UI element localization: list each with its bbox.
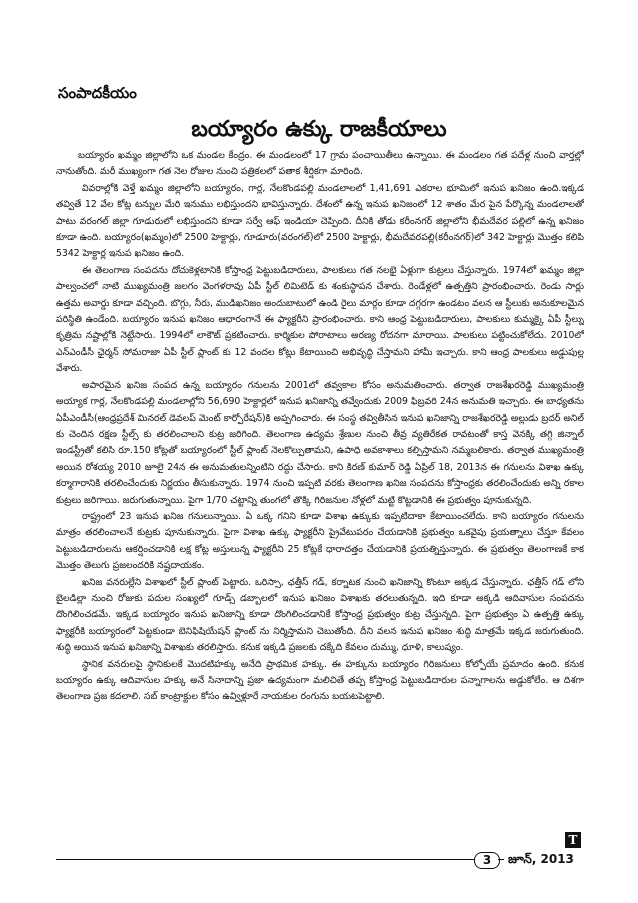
article-body	[56, 148, 584, 838]
article-paragraph: ఖనిజ వనరుల్లేని విశాఖలో స్టీల్ ప్లాంట్ పెట్టారు. ఒరిస్సా, ఛత్తీస్ గడ్, కర్నాటక నుంచి ఖనిజాన్ని కొంటూ అక్కడ చేస్తున్నారు. ఛత్తీస్ గడ్ లోని బైలడిల్లా నుంచి రోజుకు పదుల సంఖ్యలో గూడ్స్ డబ్బాలలో ఇనుప ఖనిజం విశాఖకు తరలుతున్నది. ఇది కూడా అక్కడి ఆదివాసుల సంపదను దొంగిలించడమే. ఇక్కడ బయ్యారం ఇనుప ఖనిజాన్ని కూడా దొంగిలించడానికే కోస్తాంధ్ర ప్రభుత్వం కుట్ర చేస్తున్నది. పైగా ప్రభుత్వం ఏ ఉత్పత్తి ఉక్కు ఫ్యాక్టరీకి బయ్యారంలో పెట్టకుండా బెనిఫిషియేషన్ ప్లాంట్ ను నిర్మిస్తామని చెబుతోంది. దీని వలన ఇనుప ఖనిజం శుద్ధి మాత్రమే ఇక్కడ జరుగుతుంది. శుద్ధి అయిన ఇనుప ఖనిజాన్ని విశాఖకు తరలిస్తారు. కనుక ఇక్కడి ప్రజలకు దక్కేది కేవలం దుమ్ము, ధూళి, కాలుష్యం.	[56, 576, 584, 654]
article-paragraph: అపారమైన ఖనిజ సంపద ఉన్న బయ్యారం గనులను 2001లో తవ్వకాల కోసం అనుమతించారు. తర్వాత రాజశేఖరరెడ్డి ముఖ్యమంత్రి అయ్యాక గార్ల, నేలకొండపల్లి మండలాల్లోని 56,690 హెక్టార్లలో ఇనుప ఖనిజాన్ని తవ్వేందుకు 2009 ఫిబ్రవరి 24న అనుమతి ఇచ్చారు. ఈ బాధ్యతను ఏపీఎండీసీ(ఆంధ్రప్రదేశ్ మినరల్ డెవలప్ మెంట్ కార్పోరేషన్)కి అప్పగించారు. ఈ సంస్థ తవ్వితీసిన ఇనుప ఖనిజాన్ని రాజశేఖరరెడ్డి అల్లుడు బ్రదర్ అనిల్ కు చెందిన రక్షణ స్టీల్స్ కు తరలించాలని కుట్ర జరిగింది. తెలంగాణ ఉద్యమ శ్రేణుల నుంచి తీవ్ర వ్యతిరేకత రావటంతో కాస్త వెనక్కి తగ్గి జిన్నాల్ ఇండస్ట్రీతో కలిసి రూ.150 కోట్లతో బయ్యారంలో స్టీల్ ప్లాంట్ నెలకొల్పుతామని, ఉపాధి అవకాశాలు కల్పిస్తామని నమ్మబలికారు. తర్వాత ముఖ్యమంత్రి అయిన రోశయ్య 2010 జూలై 24న ఈ అనుమతులన్నింటిని రద్దు చేసారు. కాని కిరణ్ కుమార్ రెడ్డి ఏప్రిల్ 18, 2013న ఈ గనులను విశాఖ ఉక్కు కర్మాగారానికి తరలించేందుకు నిర్ణయం తీసుకున్నారు. 1974 నుంచి ఇప్పటి వరకు తెలంగాణ ఖనిజ సంపదను కోస్తాంధ్రకు తరలించేందుకు అన్ని రకాల కుట్రలు జరిగాయి. జరుగుతున్నాయి. పైగా 1/70 చట్టాన్ని తుంగలో తొక్కి గిరిజనుల నోళ్లలో మట్టి కొట్టడానికి ఈ ప్రభుత్వం పూనుకున్నది.	[56, 379, 584, 506]
article-title: బయ్యారం ఉక్కు రాజకీయాలు	[191, 117, 447, 142]
article-paragraph: బయ్యారం ఖమ్మం జిల్లాలోని ఒక మండల కేంద్రం. ఈ మండలంలో 17 గ్రామ పంచాయితీలు ఉన్నాయి. ఈ మండలం గత పదేళ్ల నుంచి వార్తల్లో నానుతోంది. మరీ ముఖ్యంగా గత నెల రోజుల నుంచి పత్రికలలో పతాక శీర్షికగా మారింది.	[56, 150, 584, 178]
issue-date: జూన్, 2013	[508, 852, 574, 866]
article-paragraph: వివరాల్లోకి వెళ్తే ఖమ్మం జిల్లాలోని బయ్యారం, గార్ల, నేలకొండపల్లి మండలాలలో 1,41,691 ఎకరాల భూమిలో ఇనుప ఖనిజం ఉంది.ఇక్కడ తవ్వితే 12 వేల కోట్ల టన్నుల మేరి ఇనుము లభిస్తుందని భావిస్తున్నారు. దేశంలో ఉన్న ఇనుప ఖనిజంలో 12 శాతం మేర పైన పేర్కొన్న మండలాలతో పాటు వరంగల్ జిల్లా గూడురులో లభిస్తుందని కూడా సర్వే ఆఫ్ ఇండియా చెప్పింది. దీనికి తోడు కరీంనగర్ జిల్లాలోని భీమదేవర పల్లిలో ఉన్న ఖనిజం కూడా ఉంది. బయ్యారం(ఖమ్మం)లో 2500 హెక్టార్లు, గూడూరు(వరంగల్)లో 2500 హెక్టార్లు, భీమదేవరపల్లి(కరీంనగర్)లో 342 హెక్టార్లు మొత్తం కలిపి 5342 హెక్టార్ల ఇనుప ఖనిజం ఉంది.	[56, 182, 584, 260]
page-number: 3	[474, 852, 500, 869]
t-logo-badge: T	[565, 832, 581, 848]
article-paragraph: ఈ తెలంగాణ సంపదను దోచుకెళ్లటానికి కోస్తాంధ్ర పెట్టుబడిదారులు, పాలకులు గత నలభై ఏళ్లుగా కుట్రలు చేస్తున్నారు. 1974లో ఖమ్మం జిల్లా పాల్వంచలో నాటి ముఖ్యమంత్రి జలగం వెంగళరావు ఏపీ స్టీల్ లిమిటెడ్ కు శంకుస్థాపన చేశారు. రెండేళ్లలో ఉత్పత్తిని ప్రారంభించారు. రెండు సార్లు ఉత్తమ అవార్డు కూడా వచ్చింది. బొగ్గు, నీరు, ముడిఖనిజం అందుబాటులో ఉండి రైలు మార్గం కూడా దగ్గరగా ఉండటం వలన ఆ స్టీలుకు అనుకూలమైన పరిస్థితి ఉండేంది. బయ్యారం ఇనుప ఖనిజం ఆధారంగానే ఈ ఫ్యాక్టరీని ప్రారంభించారు. కాని ఆంధ్ర పెట్టుబడిదారులు, పాలకులు కుమ్మక్కై ఏపీ స్టీల్ను కృత్రిమ నష్టాల్లోకి నెట్టేసారు. 1994లో లాకౌట్ ప్రకటించారు. కార్మికుల పోరాటాలు అరణ్య రోదనగా మారాయి. పాలకులు పట్టించుకోలేదు. 2010లో ఎన్ఎండీసీ ఛైర్మన్ సోమరాజా ఏపీ స్టీల్ ప్లాంట్ కు 12 వందల కోట్లు కేటాయించి అభివృద్ధి చేస్తామని హామీ ఇచ్చారు. కాని ఆంధ్ర పాలకులు అడ్డుపుల్ల వేశారు.	[56, 264, 584, 375]
footer-rule	[56, 859, 474, 860]
article-paragraph: స్థానిక వనరులపై స్థానికులకే మొదటిహక్కు అనేది ప్రాథమిక హక్కు. ఈ హక్కును బయ్యారం గిరిజనులు కోల్పోయే ప్రమాదం ఉంది. కనుక బయ్యారం ఉక్కు ఆదివాసుల హక్కు అనే సినాదాన్ని ప్రజా ఉద్యమంగా మలిచితే తప్ప కోస్తాంధ్ర పెట్టుబడిదారుల పన్నాగాలను అడ్డుకోలేం. ఆ దిశగా తెలంగాణ ప్రజ కదలాలి. సబ్ కాంట్రాక్టుల కోసం ఉవ్విళ్లూరే నాయకుల రంగును బయటపెట్టాలి.	[56, 658, 584, 703]
section-label: సంపాదకీయం	[58, 84, 137, 102]
footer-rule-short	[498, 859, 504, 860]
article-paragraph: రాష్ట్రంలో 23 ఇనుప ఖనిజ గనులున్నాయి. ఏ ఒక్క గనిని కూడా విశాఖ ఉక్కుకు ఇప్పటిదాకా కేటాయించలేదు. కాని బయ్యారం గనులను మాత్రం తరలించాలనే కుట్రకు పూనుకున్నారు. పైగా విశాఖ ఉక్కు ఫ్యాక్టరీని ప్రైవేటుపరం చేయడానికి ప్రభుత్వం ఒకవైపు ప్రయత్నాలు చేస్తూ కేవలం పెట్టుబడిదారులను ఆకర్షించడానికి లక్ష కోట్ల అస్తులున్న ఫ్యాక్టరీని 25 కోట్లకే ధారాదత్తం చేయడానికి ప్రయత్నిస్తున్నారు. ఈ ప్రభుత్వం తెలంగాణకే కాక మొత్తం తెలుగు ప్రజలందరికి నష్టదాయకం.	[56, 510, 584, 572]
